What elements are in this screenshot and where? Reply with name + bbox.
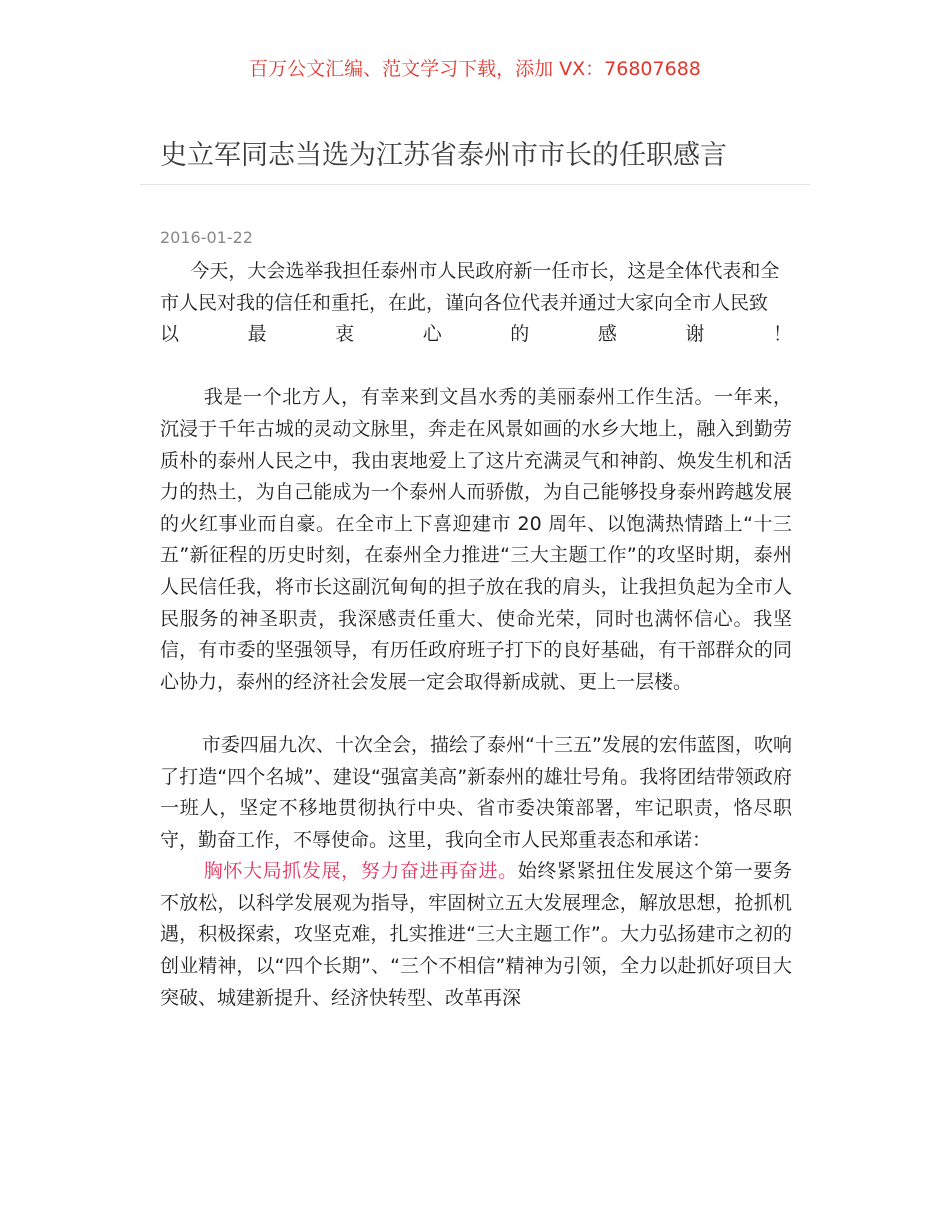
spread-char: 以 xyxy=(160,323,180,346)
spread-char: 心 xyxy=(422,323,442,346)
article-body xyxy=(160,256,792,1014)
paragraph-1-line-1: 今天，大会选举我担任泰州市人民政府新一任市长，这是全体代表和全 xyxy=(190,260,780,282)
paragraph-spacer xyxy=(160,698,792,730)
paragraph-4-text: 始终紧紧扭住发展这个第一要务不放松，以科学发展观为指导，牢固树立五大发展理念，解放思想，抢抓机遇，积极探索，攻坚克难，扎实推进“三大主题工作”。大力弘扬建市之初的创业精神，以“四个长期”、“三个不相信”精神为引领，全力以赴抓好项目大突破、城建新提升、经济快转型、改革再深 xyxy=(160,860,792,1009)
spread-char: 最 xyxy=(247,323,267,346)
commitment-heading: 胸怀大局抓发展，努力奋进再奋进。 xyxy=(203,860,518,883)
publish-date: 2016-01-22 xyxy=(160,228,253,247)
paragraph-3: 市委四届九次、十次全会，描绘了泰州“十三五”发展的宏伟蓝图，吹响了打造“四个名城”、建设“强富美高”新泰州的雄壮号角。我将团结带领政府一班人，坚定不移地贯彻执行中央、省市委决策部署，牢记职责，恪尽职守，勤奋工作，不辱使命。这里，我向全市人民郑重表态和承诺： xyxy=(160,733,792,851)
paragraph-4 xyxy=(160,856,792,1014)
paragraph-1-spread-line xyxy=(160,319,792,351)
spread-char: 的 xyxy=(510,323,530,346)
download-banner: 百万公文汇编、范文学习下载，添加 VX：76807688 xyxy=(249,58,701,80)
spread-char: 衷 xyxy=(335,323,355,346)
paragraph-1-line-2: 市人民对我的信任和重托，在此，谨向各位代表并通过大家向全市人民致 xyxy=(160,291,769,314)
spread-char: 感 xyxy=(597,323,617,346)
article-title: 史立军同志当选为江苏省泰州市市长的任职感言 xyxy=(160,140,727,171)
paragraph-spacer xyxy=(160,351,792,383)
title-divider xyxy=(140,184,810,185)
paragraph-2: 我是一个北方人，有幸来到文昌水秀的美丽泰州工作生活。一年来，沉浸于千年古城的灵动文脉里，奔走在风景如画的水乡大地上，融入到勤劳质朴的泰州人民之中，我由衷地爱上了这片充满灵气和神韵、焕发生机和活力的热土，为自己能成为一个泰州人而骄傲，为自己能够投身泰州跨越发展的火红事业而自豪。在全市上下喜迎建市 20 周年、以饱满热情踏上“十三五”新征程的历史时刻，在泰州全力推进“三大主题工作”的攻坚时期，泰州人民信任我，将市长这副沉甸甸的担子放在我的肩头，让我担负起为全市人民服务的神圣职责，我深感责任重大、使命光荣，同时也满怀信心。我坚信，有市委的坚强领导，有历任政府班子打下的良好基础，有干部群众的同心协力，泰州的经济社会发展一定会取得新成就、更上一层楼。 xyxy=(160,386,792,693)
spread-char: 谢 xyxy=(685,323,705,346)
spread-char: ！ xyxy=(772,323,792,346)
